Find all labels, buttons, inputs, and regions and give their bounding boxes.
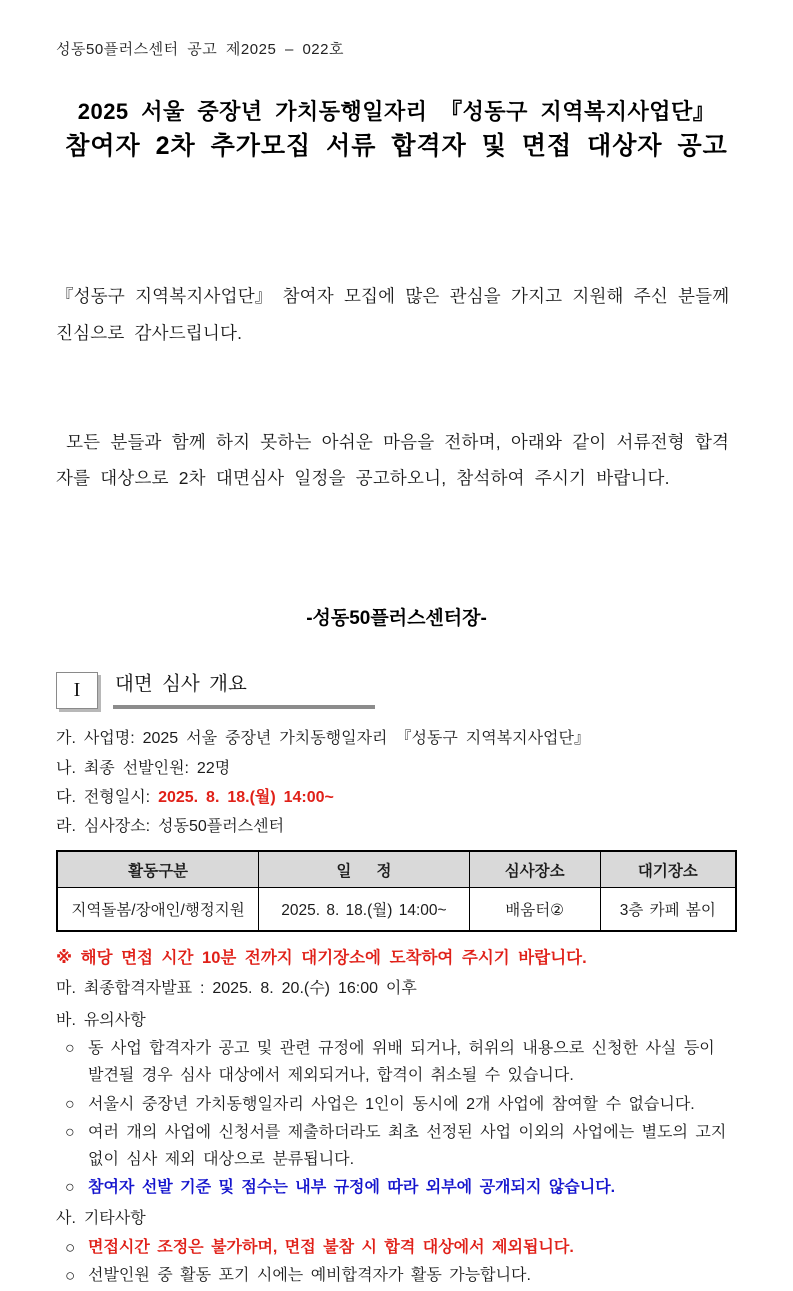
bullet-circle-icon: ○: [65, 1179, 75, 1197]
intro-paragraph-2: 모든 분들과 함께 하지 못하는 아쉬운 마음을 전하며, 아래와 같이 서류전형 합격자를 대상으로 2차 대면심사 일정을 공고하오니, 참석하여 주시기 바랍니다.: [56, 431, 730, 489]
caution-bullet-3-text: 여러 개의 사업에 신청서를 제출하더라도 최초 선정된 사업 이외의 사업에는 별도의 고지 없이 심사 제외 대상으로 분류됩니다.: [88, 1123, 727, 1169]
overview-item-da: [56, 783, 737, 812]
caution-bullet-4: [56, 1174, 737, 1201]
item-ma-final-announcement: 마. 최종합격자발표 : 2025. 8. 20.(수) 16:00 이후: [56, 980, 417, 998]
interview-schedule-table: [56, 850, 737, 932]
table-header-activity: 활동구분: [57, 851, 259, 888]
arrival-notice: ※ 해당 면접 시간 10분 전까지 대기장소에 도착하여 주시기 바랍니다.: [56, 948, 587, 967]
bullet-circle-icon: ○: [65, 1040, 75, 1058]
table-row: [57, 888, 736, 931]
other-bullet-2-text: 선발인원 중 활동 포기 시에는 예비합격자가 활동 가능합니다.: [88, 1267, 531, 1285]
section-numeral-box: I: [56, 672, 98, 709]
other-bullet-1-text: 면접시간 조정은 불가하며, 면접 불참 시 합격 대상에서 제외됩니다.: [88, 1238, 574, 1256]
section-title: 대면 심사 개요: [113, 668, 375, 709]
overview-item-na: 나. 최종 선발인원: 22명: [56, 759, 231, 777]
overview-item-ra: 라. 심사장소: 성동50플러스센터: [56, 817, 285, 835]
overview-item-da-label: 다. 전형일시:: [56, 788, 159, 806]
intro-paragraphs: [56, 206, 740, 570]
table-header-schedule: 일 정: [259, 851, 469, 888]
bullet-circle-icon: ○: [65, 1266, 76, 1286]
caution-bullet-1-text: 동 사업 합격자가 공고 및 관련 규정에 위배 되거나, 허위의 내용으로 신청한 사실 등이 발견될 경우 심사 대상에서 제외되거나, 합격이 취소될 수 있습니다.: [88, 1040, 715, 1085]
signature-line: -성동50플러스센터장-: [306, 608, 487, 630]
caution-bullet-3: [56, 1119, 737, 1173]
table-cell-waiting-place: 3층 카페 봄이: [600, 888, 736, 931]
bullet-circle-icon: ○: [65, 1237, 76, 1257]
section-1-header: [56, 668, 737, 709]
table-header-waiting-place: 대기장소: [600, 851, 736, 888]
caution-bullet-1: [56, 1035, 737, 1089]
table-header-review-place: 심사장소: [469, 851, 600, 888]
other-bullet-1: [56, 1234, 737, 1261]
caution-bullet-2-text: 서울시 중장년 가치동행일자리 사업은 1인이 동시에 2개 사업에 참여할 수 없습니다.: [88, 1095, 695, 1113]
bullet-circle-icon: ○: [65, 1095, 75, 1113]
other-bullet-2: [56, 1262, 737, 1289]
doc-title: [56, 95, 737, 166]
item-sa-other: 사. 기타사항: [56, 1210, 146, 1228]
doc-title-line1: 2025 서울 중장년 가치동행일자리 『성동구 지역복지사업단』: [77, 99, 716, 124]
doc-number: 성동50플러스센터 공고 제2025 – 022호: [56, 41, 344, 58]
caution-bullet-2: [56, 1091, 737, 1118]
table-header-row: [57, 851, 736, 888]
table-cell-schedule: 2025. 8. 18.(월) 14:00~: [259, 888, 469, 931]
overview-item-da-value: 2025. 8. 18.(월) 14:00~: [158, 788, 334, 806]
bullet-circle-icon: ○: [65, 1123, 75, 1141]
overview-list: [56, 724, 737, 840]
table-cell-review-place: 배움터②: [469, 888, 600, 931]
caution-bullet-4-text: 참여자 선발 기준 및 점수는 내부 규정에 따라 외부에 공개되지 않습니다.: [88, 1179, 616, 1197]
table-cell-activity: 지역돌봄/장애인/행정지원: [57, 888, 259, 931]
overview-item-ga: 가. 사업명: 2025 서울 중장년 가치동행일자리 『성동구 지역복지사업단』: [56, 730, 590, 748]
intro-paragraph-1: 『성동구 지역복지사업단』 참여자 모집에 많은 관심을 가지고 지원해 주신 분들께 진심으로 감사드립니다.: [56, 286, 740, 343]
item-ba-cautions: 바. 유의사항: [56, 1011, 146, 1029]
doc-title-line2: 참여자 2차 추가모집 서류 합격자 및 면접 대상자 공고: [65, 132, 728, 160]
